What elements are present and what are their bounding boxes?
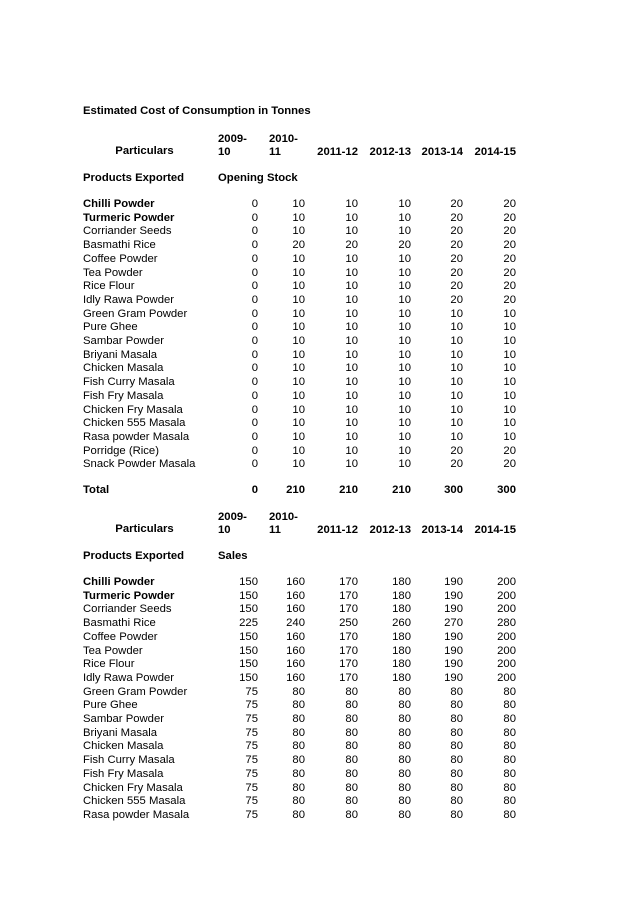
cell-value: 80: [398, 767, 411, 780]
row-label: Chilli Powder: [83, 576, 155, 588]
cell-value: 10: [398, 403, 411, 416]
cell-value: 10: [503, 376, 516, 389]
cell-value: 170: [339, 576, 358, 588]
cell-value: 20: [450, 239, 463, 252]
cell-value: 10: [345, 348, 358, 361]
row-label: Idly Rawa Powder: [83, 671, 175, 684]
cell-value: 10: [345, 211, 358, 224]
row-label: Sambar Powder: [83, 335, 164, 347]
cell-value: 20: [450, 293, 463, 306]
cell-value: 80: [450, 740, 463, 753]
cell-value: 80: [503, 685, 516, 698]
cell-value: 10: [503, 430, 516, 443]
cell-value: 160: [286, 658, 305, 671]
cell-value: 10: [292, 321, 305, 334]
cell-value: 150: [239, 589, 258, 602]
cell-value: 150: [239, 630, 258, 643]
cell-value: 190: [444, 603, 463, 616]
cell-value: 190: [444, 630, 463, 643]
cell-value: 80: [292, 795, 305, 808]
header-year: 2011-12: [317, 524, 358, 536]
cell-value: 10: [503, 362, 516, 375]
cell-value: 0: [251, 307, 258, 320]
header-particulars: Particulars: [115, 523, 174, 535]
cell-value: 10: [398, 430, 411, 443]
cell-value: 80: [503, 767, 516, 780]
cell-value: 0: [251, 293, 258, 306]
row-label: Coffee Powder: [83, 252, 158, 265]
cell-value: 10: [345, 198, 358, 210]
cell-value: 150: [239, 658, 258, 671]
cell-value: 20: [450, 211, 463, 224]
cell-value: 10: [292, 458, 305, 471]
cell-value: 80: [503, 795, 516, 808]
cell-value: 0: [251, 239, 258, 252]
cell-value: 10: [503, 389, 516, 402]
cell-value: 10: [450, 389, 463, 402]
header-year-line2: 11: [269, 146, 281, 158]
cell-value: 10: [292, 348, 305, 361]
cell-value: 80: [450, 713, 463, 725]
row-label: Chicken Fry Masala: [83, 403, 183, 416]
row-label: Green Gram Powder: [83, 307, 188, 320]
row-label: Coffee Powder: [83, 630, 158, 643]
row-label: Fish Fry Masala: [83, 767, 164, 780]
cell-value: 80: [503, 754, 516, 767]
cell-value: 10: [292, 376, 305, 389]
cell-value: 10: [292, 362, 305, 375]
row-label: Fish Curry Masala: [83, 754, 175, 767]
cell-value: 150: [239, 644, 258, 657]
header-year-line1: 2009-: [218, 133, 247, 145]
header-year: 2011-12: [317, 146, 358, 158]
cell-value: 10: [345, 225, 358, 238]
header-year-line1: 2009-: [218, 511, 247, 523]
cell-value: 75: [245, 808, 258, 821]
cell-value: 0: [251, 252, 258, 265]
cell-value: 80: [450, 699, 463, 712]
cell-value: 10: [345, 280, 358, 293]
cell-value: 20: [345, 239, 358, 252]
cell-value: 20: [450, 444, 463, 457]
cell-value: 80: [292, 726, 305, 739]
cell-value: 20: [503, 266, 516, 279]
cell-value: 80: [292, 713, 305, 725]
total-value: 300: [444, 484, 463, 496]
cell-value: 10: [398, 348, 411, 361]
header-year-line2: 11: [269, 524, 281, 536]
cell-value: 10: [292, 293, 305, 306]
row-label: Briyani Masala: [83, 726, 158, 739]
cell-value: 10: [450, 376, 463, 389]
cell-value: 10: [398, 321, 411, 334]
cell-value: 10: [345, 252, 358, 265]
cell-value: 0: [251, 389, 258, 402]
cell-value: 10: [345, 335, 358, 347]
cell-value: 80: [398, 740, 411, 753]
section-label: Sales: [218, 550, 248, 562]
row-label: Chilli Powder: [83, 198, 155, 210]
cell-value: 10: [398, 252, 411, 265]
cell-value: 200: [497, 630, 516, 643]
cell-value: 10: [398, 389, 411, 402]
cell-value: 10: [292, 335, 305, 347]
cell-value: 80: [503, 699, 516, 712]
cell-value: 0: [251, 225, 258, 238]
row-label: Briyani Masala: [83, 348, 158, 361]
cell-value: 80: [450, 795, 463, 808]
total-value: 300: [497, 484, 516, 496]
cell-value: 10: [398, 266, 411, 279]
cell-value: 80: [292, 781, 305, 794]
cell-value: 80: [292, 754, 305, 767]
cell-value: 20: [503, 293, 516, 306]
cell-value: 180: [392, 576, 411, 588]
document-title: Estimated Cost of Consumption in Tonnes: [83, 105, 311, 117]
cell-value: 10: [292, 211, 305, 224]
row-label: Porridge (Rice): [83, 444, 159, 457]
header-year: 2013-14: [421, 146, 463, 158]
cell-value: 20: [503, 458, 516, 471]
cell-value: 75: [245, 740, 258, 753]
cell-value: 10: [398, 198, 411, 210]
cell-value: 80: [292, 699, 305, 712]
cell-value: 10: [450, 335, 463, 347]
cell-value: 20: [450, 225, 463, 238]
cell-value: 200: [497, 576, 516, 588]
cell-value: 10: [503, 307, 516, 320]
cell-value: 20: [450, 266, 463, 279]
cell-value: 20: [503, 225, 516, 238]
row-label: Tea Powder: [83, 266, 143, 279]
header-particulars: Particulars: [115, 145, 174, 157]
cell-value: 190: [444, 658, 463, 671]
header-year: 2013-14: [421, 524, 463, 536]
header-year-line1: 2010-: [269, 511, 298, 523]
cell-value: 160: [286, 589, 305, 602]
cell-value: 170: [339, 671, 358, 684]
row-label: Sambar Powder: [83, 713, 164, 725]
cell-value: 80: [345, 699, 358, 712]
cell-value: 10: [292, 403, 305, 416]
cell-value: 80: [292, 808, 305, 821]
cell-value: 190: [444, 576, 463, 588]
cell-value: 10: [450, 307, 463, 320]
cell-value: 190: [444, 589, 463, 602]
cell-value: 80: [503, 726, 516, 739]
cell-value: 75: [245, 699, 258, 712]
row-label: Turmeric Powder: [83, 211, 175, 224]
cell-value: 20: [450, 252, 463, 265]
cell-value: 10: [292, 430, 305, 443]
row-label: Basmathi Rice: [83, 617, 156, 630]
cell-value: 170: [339, 658, 358, 671]
cell-value: 20: [503, 444, 516, 457]
cell-value: 75: [245, 795, 258, 808]
cell-value: 170: [339, 589, 358, 602]
cell-value: 80: [450, 685, 463, 698]
cell-value: 160: [286, 644, 305, 657]
cell-value: 80: [345, 713, 358, 725]
row-label: Tea Powder: [83, 644, 143, 657]
cell-value: 80: [292, 740, 305, 753]
cell-value: 190: [444, 644, 463, 657]
cell-value: 10: [503, 335, 516, 347]
cell-value: 20: [450, 280, 463, 293]
cell-value: 20: [450, 198, 463, 210]
cell-value: 10: [450, 348, 463, 361]
cell-value: 80: [398, 795, 411, 808]
cell-value: 80: [345, 767, 358, 780]
cell-value: 80: [345, 781, 358, 794]
row-label: Idly Rawa Powder: [83, 293, 175, 306]
cell-value: 0: [251, 444, 258, 457]
cell-value: 10: [398, 444, 411, 457]
cell-value: 80: [345, 740, 358, 753]
cell-value: 10: [292, 266, 305, 279]
row-label: Chicken 555 Masala: [83, 795, 186, 808]
cell-value: 80: [345, 808, 358, 821]
cell-value: 10: [398, 417, 411, 430]
row-label: Chicken Fry Masala: [83, 781, 183, 794]
cell-value: 10: [503, 403, 516, 416]
cell-value: 150: [239, 671, 258, 684]
cell-value: 80: [450, 726, 463, 739]
cell-value: 20: [450, 458, 463, 471]
row-label: Corriander Seeds: [83, 603, 172, 616]
cell-value: 0: [251, 458, 258, 471]
total-value: 210: [392, 484, 411, 496]
cell-value: 10: [398, 376, 411, 389]
cell-value: 0: [251, 362, 258, 375]
cell-value: 80: [398, 699, 411, 712]
cell-value: 0: [251, 376, 258, 389]
cell-value: 180: [392, 671, 411, 684]
cell-value: 10: [345, 362, 358, 375]
cell-value: 10: [292, 252, 305, 265]
cell-value: 150: [239, 576, 258, 588]
cell-value: 80: [450, 808, 463, 821]
cell-value: 170: [339, 603, 358, 616]
section-label: Opening Stock: [218, 172, 298, 184]
cell-value: 20: [503, 252, 516, 265]
cell-value: 10: [292, 307, 305, 320]
cell-value: 180: [392, 603, 411, 616]
row-label: Basmathi Rice: [83, 239, 156, 252]
row-label: Rice Flour: [83, 658, 135, 671]
row-label: Rice Flour: [83, 280, 135, 293]
cell-value: 270: [444, 617, 463, 630]
cell-value: 200: [497, 658, 516, 671]
cell-value: 10: [450, 321, 463, 334]
cell-value: 200: [497, 603, 516, 616]
cell-value: 75: [245, 781, 258, 794]
cell-value: 20: [292, 239, 305, 252]
cell-value: 10: [398, 307, 411, 320]
cell-value: 200: [497, 589, 516, 602]
cell-value: 10: [345, 403, 358, 416]
cell-value: 75: [245, 726, 258, 739]
row-label: Turmeric Powder: [83, 589, 175, 602]
cell-value: 80: [398, 726, 411, 739]
row-label: Corriander Seeds: [83, 225, 172, 238]
cell-value: 80: [503, 740, 516, 753]
cell-value: 80: [503, 781, 516, 794]
cell-value: 75: [245, 713, 258, 725]
row-label: Rasa powder Masala: [83, 430, 190, 443]
row-label: Fish Fry Masala: [83, 389, 164, 402]
cell-value: 80: [345, 685, 358, 698]
cell-value: 10: [398, 458, 411, 471]
cell-value: 20: [503, 211, 516, 224]
cell-value: 150: [239, 603, 258, 616]
cell-value: 20: [503, 198, 516, 210]
total-value: 210: [286, 484, 305, 496]
cell-value: 10: [503, 417, 516, 430]
total-value: 0: [251, 484, 258, 496]
total-label: Total: [83, 484, 110, 496]
cell-value: 10: [398, 293, 411, 306]
cell-value: 250: [339, 617, 358, 630]
cell-value: 20: [503, 239, 516, 252]
row-label: Pure Ghee: [83, 699, 138, 712]
cell-value: 200: [497, 671, 516, 684]
cell-value: 10: [345, 444, 358, 457]
cell-value: 80: [398, 685, 411, 698]
cell-value: 20: [503, 280, 516, 293]
row-label: Rasa powder Masala: [83, 808, 190, 821]
cell-value: 80: [398, 713, 411, 725]
row-label: Chicken Masala: [83, 740, 164, 753]
row-label: Fish Curry Masala: [83, 376, 175, 389]
cell-value: 10: [292, 225, 305, 238]
products-exported-label: Products Exported: [83, 172, 185, 184]
cell-value: 10: [345, 266, 358, 279]
cell-value: 10: [292, 280, 305, 293]
header-year: 2012-13: [369, 146, 411, 158]
header-year-line1: 2010-: [269, 133, 298, 145]
cell-value: 10: [345, 458, 358, 471]
cell-value: 170: [339, 630, 358, 643]
cell-value: 0: [251, 280, 258, 293]
cell-value: 10: [345, 389, 358, 402]
cell-value: 10: [292, 444, 305, 457]
header-year: 2014-15: [474, 146, 516, 158]
cell-value: 10: [450, 417, 463, 430]
cell-value: 10: [450, 362, 463, 375]
cell-value: 0: [251, 266, 258, 279]
header-year: 2014-15: [474, 524, 516, 536]
cell-value: 80: [345, 754, 358, 767]
products-exported-label: Products Exported: [83, 550, 185, 562]
row-label: Pure Ghee: [83, 321, 138, 334]
cell-value: 10: [345, 307, 358, 320]
cell-value: 160: [286, 576, 305, 588]
cell-value: 10: [398, 335, 411, 347]
cell-value: 80: [450, 767, 463, 780]
cell-value: 225: [239, 617, 258, 630]
cell-value: 10: [503, 348, 516, 361]
cell-value: 0: [251, 198, 258, 210]
cell-value: 0: [251, 321, 258, 334]
cell-value: 0: [251, 348, 258, 361]
cell-value: 180: [392, 644, 411, 657]
cell-value: 10: [503, 321, 516, 334]
cell-value: 10: [345, 417, 358, 430]
cell-value: 80: [345, 726, 358, 739]
cell-value: 0: [251, 403, 258, 416]
cell-value: 0: [251, 335, 258, 347]
cell-value: 80: [503, 808, 516, 821]
header-year: 2012-13: [369, 524, 411, 536]
cell-value: 80: [292, 767, 305, 780]
cell-value: 260: [392, 617, 411, 630]
cell-value: 80: [450, 781, 463, 794]
row-label: Chicken 555 Masala: [83, 417, 186, 430]
header-year-line2: 10: [218, 146, 231, 158]
cell-value: 160: [286, 603, 305, 616]
cell-value: 0: [251, 417, 258, 430]
cell-value: 190: [444, 671, 463, 684]
cell-value: 10: [345, 293, 358, 306]
cell-value: 10: [398, 211, 411, 224]
cell-value: 75: [245, 767, 258, 780]
cell-value: 20: [398, 239, 411, 252]
cell-value: 10: [450, 430, 463, 443]
total-value: 210: [339, 484, 358, 496]
cell-value: 10: [345, 376, 358, 389]
cell-value: 280: [497, 617, 516, 630]
cell-value: 180: [392, 589, 411, 602]
cell-value: 10: [345, 430, 358, 443]
cell-value: 10: [345, 321, 358, 334]
cell-value: 80: [398, 781, 411, 794]
header-year-line2: 10: [218, 524, 231, 536]
cell-value: 75: [245, 754, 258, 767]
cell-value: 10: [450, 403, 463, 416]
cell-value: 0: [251, 430, 258, 443]
cell-value: 10: [292, 389, 305, 402]
cell-value: 160: [286, 671, 305, 684]
cell-value: 80: [398, 808, 411, 821]
cell-value: 180: [392, 658, 411, 671]
cell-value: 240: [286, 617, 305, 630]
cell-value: 10: [292, 198, 305, 210]
cell-value: 170: [339, 644, 358, 657]
row-label: Chicken Masala: [83, 362, 164, 375]
cell-value: 80: [503, 713, 516, 725]
cell-value: 80: [398, 754, 411, 767]
row-label: Snack Powder Masala: [83, 458, 196, 471]
cell-value: 80: [292, 685, 305, 698]
cell-value: 75: [245, 685, 258, 698]
cell-value: 80: [450, 754, 463, 767]
cell-value: 160: [286, 630, 305, 643]
cell-value: 10: [398, 225, 411, 238]
cell-value: 0: [251, 211, 258, 224]
cell-value: 10: [398, 280, 411, 293]
cell-value: 10: [398, 362, 411, 375]
cell-value: 10: [292, 417, 305, 430]
row-label: Green Gram Powder: [83, 685, 188, 698]
cell-value: 180: [392, 630, 411, 643]
cell-value: 200: [497, 644, 516, 657]
cell-value: 80: [345, 795, 358, 808]
